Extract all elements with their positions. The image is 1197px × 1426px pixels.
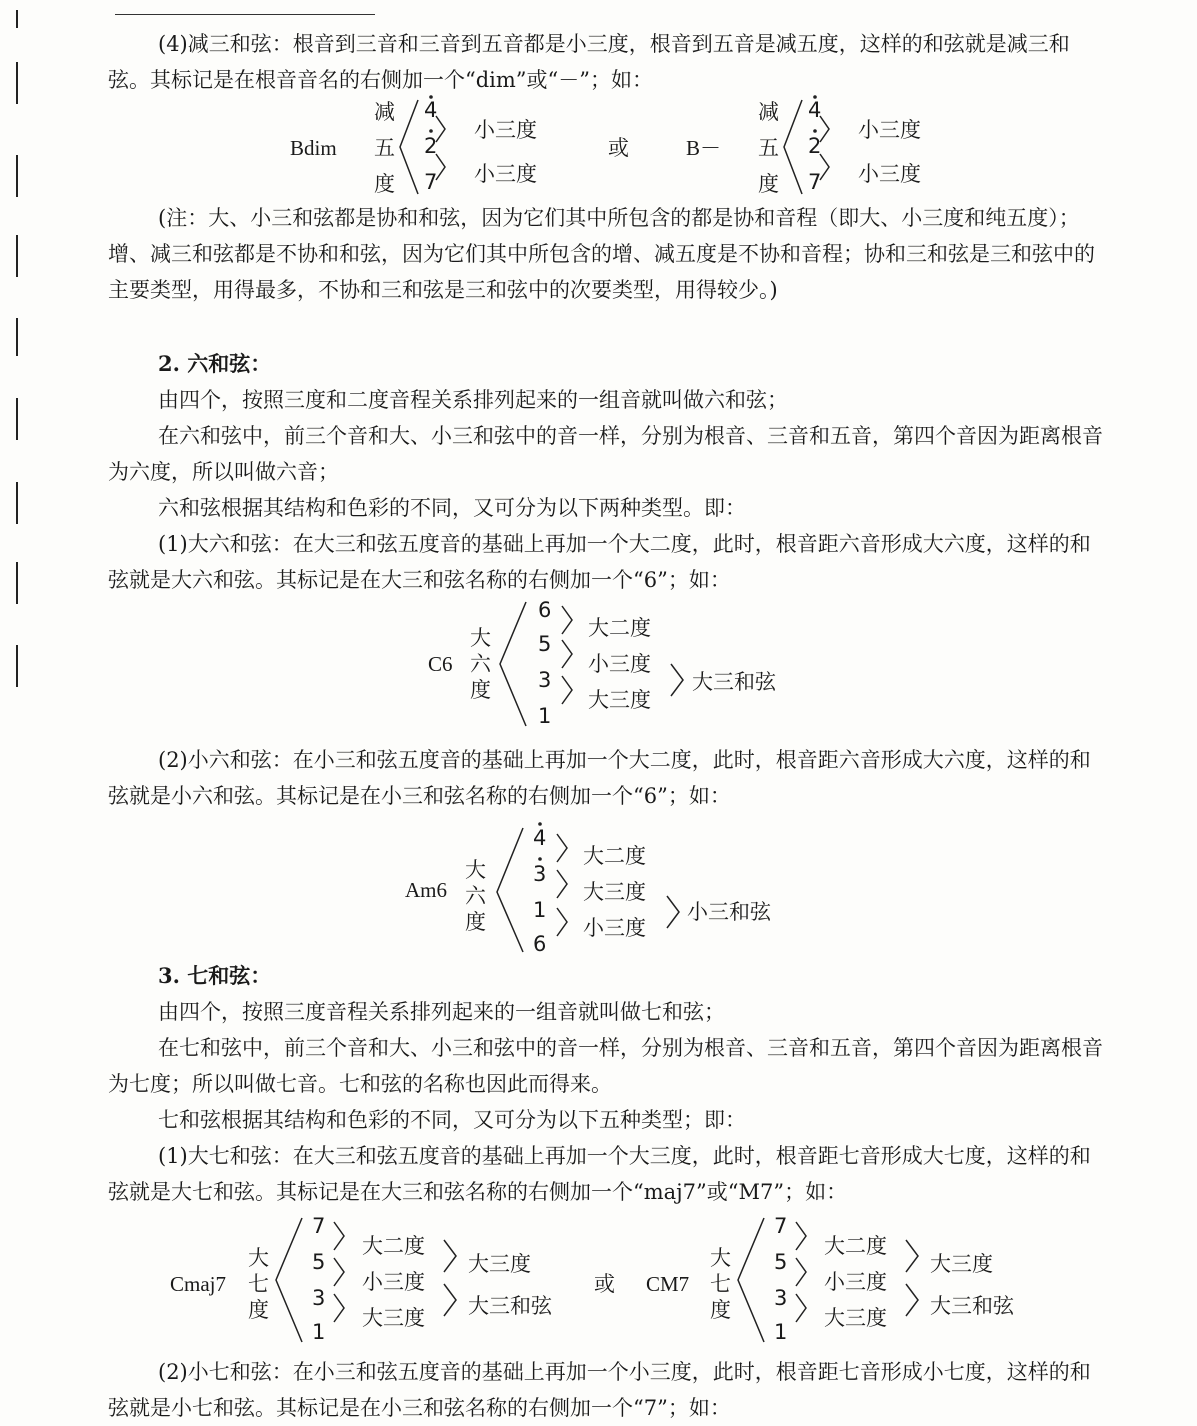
note-label: 7 [808,170,822,194]
note-label: 7 [312,1214,326,1238]
chord-symbol: Am6 [405,878,447,902]
paragraph: 在七和弦中，前三个音和大、小三和弦中的音一样，分别为根音、三音和五音，第四个音因为距离根音为七度；所以叫做七音。七和弦的名称也因此而得来。 [108,1036,1103,1096]
diagram-am6 [405,822,805,956]
side-label: 五 [758,136,779,160]
interval-label: 小三度 [858,118,921,142]
upper-interval-label: 大三度 [468,1252,531,1276]
interval-label: 小三度 [824,1270,887,1294]
paragraph: 由四个，按照三度音程关系排列起来的一组音就叫做七和弦； [158,1000,725,1024]
paragraph-major-six: (1)大六和弦：在大三和弦五度音的基础上再加一个大二度，此时，根音距六音形成大六度，这样的和弦就是大六和弦。其标记是在大三和弦名称的右侧加一个“6”；如： [108,532,1091,592]
note-label: 2 [808,134,822,158]
side-label: 减 [374,100,395,124]
note-label: 5 [312,1250,326,1274]
chord-symbol: Bdim [290,136,337,160]
interval-label: 小三度 [588,652,651,676]
margin-mark [16,645,18,687]
triad-label: 大三和弦 [692,670,776,694]
side-label: 度 [758,172,779,196]
or-label: 或 [608,136,629,160]
interval-label: 大三度 [824,1306,887,1330]
diagram-cm7 [646,1214,1056,1346]
or-label: 或 [594,1272,615,1296]
note-label: 1 [538,704,552,728]
paragraph-minor-six: (2)小六和弦：在小三和弦五度音的基础上再加一个大二度，此时，根音距六音形成大六度，这样的和弦就是小六和弦。其标记是在小三和弦名称的右侧加一个“6”；如： [108,748,1091,808]
note-label: 5 [538,632,552,656]
interval-label: 小三度 [474,118,537,142]
interval-label: 大三度 [588,688,651,712]
side-label: 六 [465,884,486,908]
side-label: 度 [710,1298,731,1322]
diagram-b-minus [686,94,986,200]
note-label: 6 [538,598,552,622]
interval-label: 大三度 [362,1306,425,1330]
diagram-cmaj7 [170,1214,580,1346]
triad-label: 大三和弦 [930,1294,1014,1318]
upper-interval-label: 大三度 [930,1252,993,1276]
note-label: 3 [312,1286,326,1310]
margin-mark [16,155,18,197]
note-label: 7 [424,170,438,194]
side-label: 度 [248,1298,269,1322]
paragraph: 七和弦根据其结构和色彩的不同，又可分为以下五种类型；即： [158,1108,746,1132]
side-label: 六 [470,652,491,676]
paragraph: 在六和弦中，前三个音和大、小三和弦中的音一样，分别为根音、三音和五音，第四个音因为距离根音为六度，所以叫做六音； [108,424,1103,484]
side-label: 度 [470,678,491,702]
diagram-c6 [428,598,808,730]
paragraph: 由四个，按照三度和二度音程关系排列起来的一组音就叫做六和弦； [158,388,788,412]
note-label: 2 [424,134,438,158]
section-heading-six-chord: 2. 六和弦： [158,351,272,376]
interval-label: 大三度 [583,880,646,904]
paragraph-note: (注：大、小三和弦都是协和和弦，因为它们其中所包含的都是协和音程（即大、小三度和纯五度）；增、减三和弦都是不协和和弦，因为它们其中所包含的增、减五度是不协和音程；协和三和弦是三和弦中的主要类型，用得最多，不协和三和弦是三和弦中的次要类型，用得较少。) [108,206,1095,302]
side-label: 七 [710,1272,731,1296]
note-label: 5 [774,1250,788,1274]
side-label: 五 [374,136,395,160]
note-label: 3 [533,862,547,886]
bracket-lines [686,94,846,200]
side-label: 七 [248,1272,269,1296]
chord-symbol: C6 [428,652,453,676]
note-label: 7 [774,1214,788,1238]
margin-mark [16,62,18,104]
interval-label: 大二度 [824,1234,887,1258]
side-label: 减 [758,100,779,124]
triad-label: 小三和弦 [687,900,771,924]
side-label: 度 [374,172,395,196]
interval-label: 小三度 [362,1270,425,1294]
margin-mark [16,398,18,440]
side-label: 大 [465,858,486,882]
triad-label: 大三和弦 [468,1294,552,1318]
interval-label: 小三度 [858,162,921,186]
note-label: 4 [533,826,547,850]
paragraph-major-seventh: (1)大七和弦：在大三和弦五度音的基础上再加一个大三度，此时，根音距七音形成大七度，这样的和弦就是大七和弦。其标记是在大三和弦名称的右侧加一个“maj7”或“M7”；如： [108,1144,1091,1204]
diagram-bdim [290,94,590,200]
margin-mark [16,235,18,277]
note-label: 6 [533,932,547,956]
paragraph-dim-chord: (4)减三和弦：根音到三音和三音到五音都是小三度，根音到五音是减五度，这样的和弦就是减三和弦。其标记是在根音音名的右侧加一个“dim”或“－”；如： [108,32,1070,92]
top-rule [115,14,375,15]
interval-label: 大二度 [362,1234,425,1258]
side-label: 大 [248,1246,269,1270]
margin-mark [16,318,18,356]
interval-label: 小三度 [474,162,537,186]
note-label: 1 [312,1320,326,1344]
section-heading-seventh-chord: 3. 七和弦： [158,963,272,988]
note-label: 4 [424,98,438,122]
chord-symbol: Cmaj7 [170,1272,226,1296]
paragraph: 六和弦根据其结构和色彩的不同，又可分为以下两种类型。即： [158,496,746,520]
note-label: 4 [808,98,822,122]
chord-symbol: CM7 [646,1272,690,1296]
note-label: 1 [774,1320,788,1344]
margin-mark [16,482,18,524]
margin-mark [16,10,18,28]
paragraph-minor-seventh: (2)小七和弦：在小三和弦五度音的基础上再加一个小三度，此时，根音距七音形成小七度，这样的和弦就是小七和弦。其标记是在小三和弦名称的右侧加一个“7”；如： [108,1360,1091,1420]
note-label: 3 [538,668,552,692]
interval-label: 大二度 [588,616,651,640]
note-label: 3 [774,1286,788,1310]
chord-symbol: B－ [686,136,722,160]
interval-label: 小三度 [583,916,646,940]
side-label: 度 [465,910,486,934]
side-label: 大 [470,626,491,650]
margin-mark [16,562,18,604]
note-label: 1 [533,898,547,922]
interval-label: 大二度 [583,844,646,868]
side-label: 大 [710,1246,731,1270]
